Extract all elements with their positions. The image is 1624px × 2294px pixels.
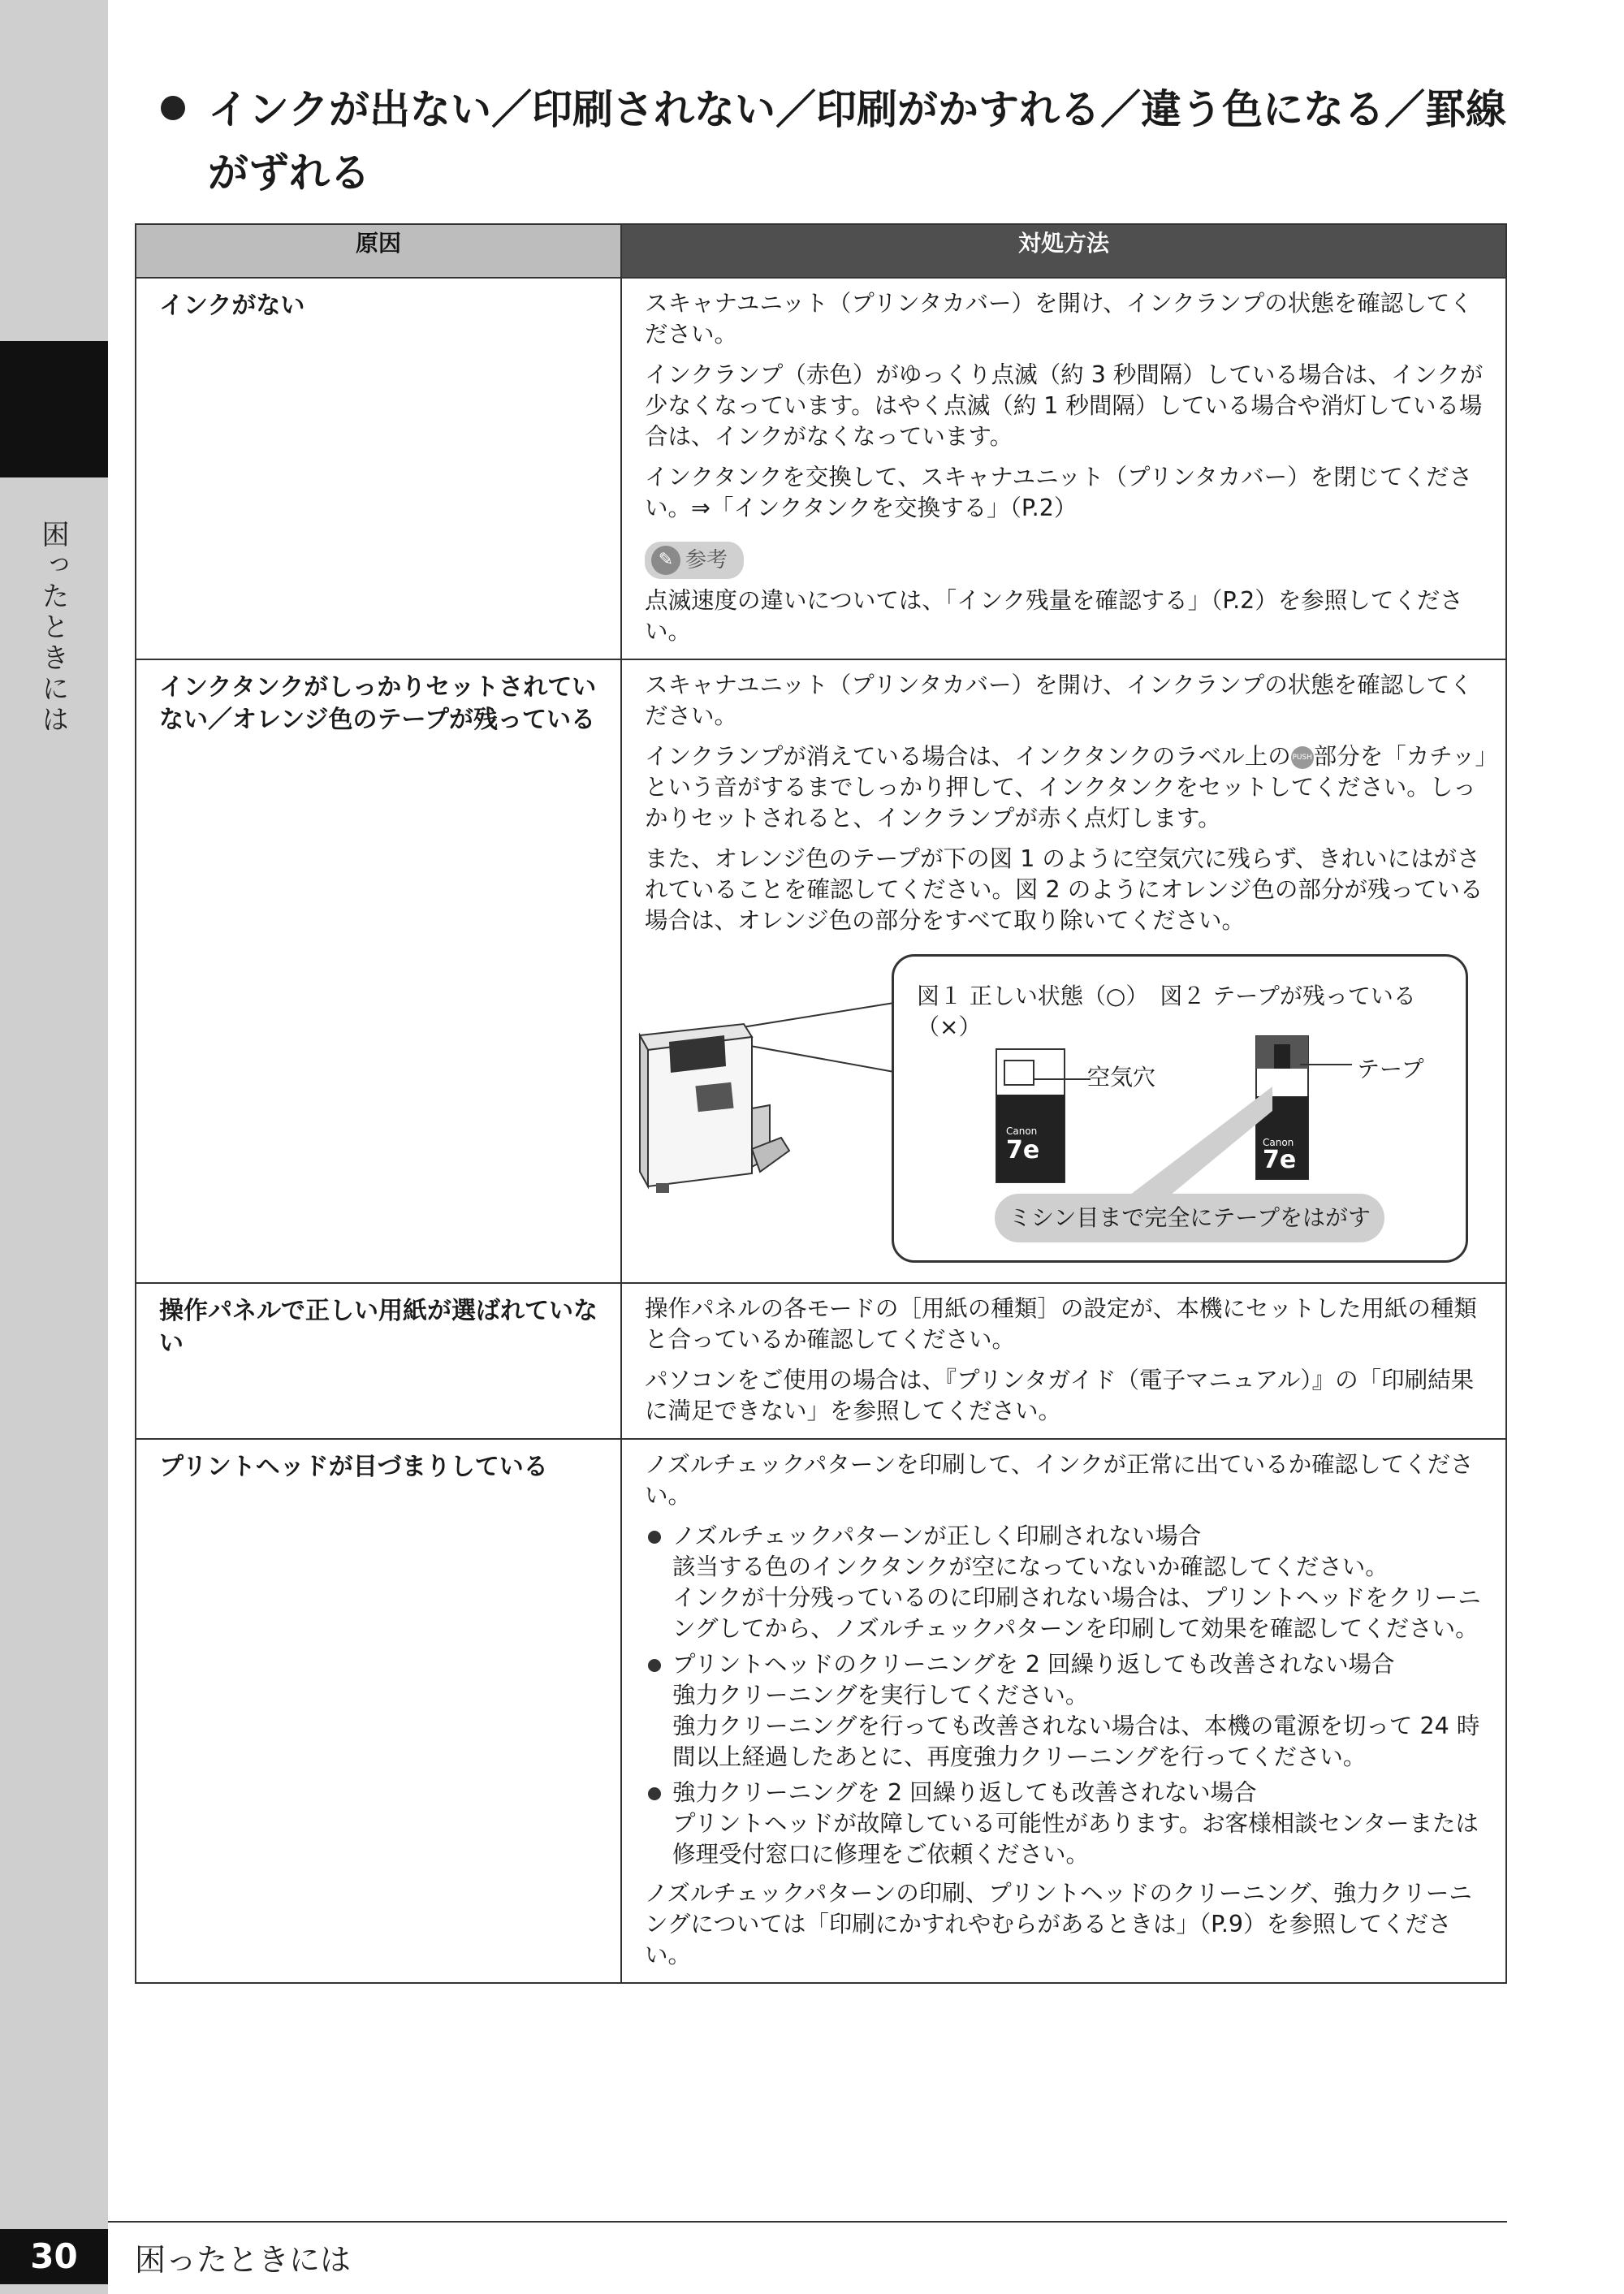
peel-instruction: ミシン目まで完全にテープをはがす xyxy=(995,1194,1384,1242)
remedy-text: 部分を「カチッ」という音がするまでしっかり押して、インクタンクをセットしてください。しっかりセットされると、インクランプが赤く点灯します。 xyxy=(645,743,1487,832)
remedy-cell xyxy=(621,278,1506,659)
remedy-paragraph: インクタンクを交換して、スキャナユニット（プリンタカバー）を閉じてください。⇒「インクタンクを交換する」（P.2） xyxy=(645,464,1473,521)
air-hole-leader-line xyxy=(1034,1075,1091,1083)
footer-title: 困ったときには xyxy=(135,2242,352,2278)
remedy-paragraph: ノズルチェックパターンを印刷して、インクが正常に出ているか確認してください。 xyxy=(645,1451,1474,1509)
figure-callout xyxy=(892,954,1468,1263)
bullet-title: ノズルチェックパターンが正しく印刷されない場合 xyxy=(672,1523,1202,1549)
remedy-paragraph: スキャナユニット（プリンタカバー）を開け、インクランプの状態を確認してください。 xyxy=(645,672,1473,729)
header-remedy: 対処方法 xyxy=(621,224,1506,278)
bullet-item xyxy=(645,1778,1488,1870)
tape-label: テープ xyxy=(1357,1056,1424,1082)
air-hole-label: 空気穴 xyxy=(1087,1064,1156,1091)
tape-leader-line xyxy=(1300,1061,1352,1069)
troubleshooting-table xyxy=(135,223,1507,1984)
bullet-text: プリントヘッドが故障している可能性があります。お客様相談センターまたは修理受付窓口に修理をご依頼ください。 xyxy=(672,1810,1479,1868)
remedy-cell xyxy=(621,1439,1506,1983)
section-title-text: インクが出ない／印刷されない／印刷がかすれる／違う色になる／罫線がずれる xyxy=(208,86,1506,197)
tank-model-label: 7e xyxy=(1263,1146,1297,1174)
remedy-paragraph: スキャナユニット（プリンタカバー）を開け、インクランプの状態を確認してください。 xyxy=(645,290,1473,348)
tank-model-label: 7e xyxy=(1006,1136,1040,1164)
cause-cell: インクタンクがしっかりセットされていない／オレンジ色のテープが残っている xyxy=(136,659,621,1283)
remedy-paragraph: 操作パネルの各モードの［用紙の種類］の設定が、本機にセットした用紙の種類と合っているか確認してください。 xyxy=(645,1295,1477,1353)
note-text: 点滅速度の違いについては、「インク残量を確認する」（P.2）を参照してください。 xyxy=(645,587,1463,645)
remedy-text: インクランプが消えている場合は、インクタンクのラベル上の xyxy=(645,743,1291,770)
pencil-icon: ✎ xyxy=(651,546,680,575)
remedy-paragraph: また、オレンジ色のテープが下の図 1 のように空気穴に残らず、きれいにはがされていることを確認してください。図 2 のようにオレンジ色の部分が残っている場合は、オレンジ色の部分をすべて取り除いてください。 xyxy=(645,845,1484,934)
note-badge xyxy=(645,542,744,579)
bullet-title: プリントヘッドのクリーニングを 2 回繰り返しても改善されない場合 xyxy=(672,1651,1395,1678)
ink-tank-illustration xyxy=(630,946,1466,1271)
remedy-paragraph xyxy=(645,741,1488,834)
figure-caption: 図１ 正しい状態（○） 図２ テープが残っている（×） xyxy=(917,983,1416,1040)
remedy-paragraph: ノズルチェックパターンの印刷、プリントヘッドのクリーニング、強力クリーニングについては「印刷にかすれやむらがあるときは」（P.9）を参照してください。 xyxy=(645,1880,1472,1968)
side-tab-marker xyxy=(0,341,108,477)
bullet-item xyxy=(645,1521,1488,1644)
remedy-cell xyxy=(621,1283,1506,1439)
note-label: 参考 xyxy=(685,548,728,572)
bullet-text: 該当する色のインクタンクが空になっていないか確認してください。 xyxy=(672,1553,1389,1580)
bullet-title: 強力クリーニングを 2 回繰り返しても改善されない場合 xyxy=(672,1779,1257,1806)
table-row xyxy=(136,1283,1506,1439)
bullet-item xyxy=(645,1649,1488,1773)
page-number: 30 xyxy=(0,2229,108,2284)
table-header-row xyxy=(136,224,1506,278)
ink-tank-drawing xyxy=(630,946,898,1271)
cause-cell: インクがない xyxy=(136,278,621,659)
remedy-cell xyxy=(621,659,1506,1283)
footer-divider xyxy=(108,2221,1507,2223)
table-row xyxy=(136,659,1506,1283)
bullet-text: 強力クリーニングを実行してください。 xyxy=(672,1682,1089,1709)
header-cause: 原因 xyxy=(136,224,621,278)
section-title xyxy=(161,78,1509,205)
push-icon: PUSH xyxy=(1291,746,1314,769)
remedy-paragraph: インクランプ（赤色）がゆっくり点滅（約 3 秒間隔）している場合は、インクが少なくなっています。はやく点滅（約 1 秒間隔）している場合や消灯している場合は、インクがなくなっています。 xyxy=(645,361,1484,450)
table-row xyxy=(136,1439,1506,1983)
tank-brand-label: Canon xyxy=(1263,1137,1294,1148)
cause-cell: プリントヘッドが目づまりしている xyxy=(136,1439,621,1983)
tank-brand-label: Canon xyxy=(1006,1125,1038,1137)
table-row xyxy=(136,278,1506,659)
cause-cell: 操作パネルで正しい用紙が選ばれていない xyxy=(136,1283,621,1439)
bullet-icon xyxy=(161,96,185,120)
remedy-paragraph: パソコンをご使用の場合は、『プリンタガイド（電子マニュアル）』の「印刷結果に満足できない」を参照してください。 xyxy=(645,1367,1475,1424)
bullet-text: 強力クリーニングを行っても改善されない場合は、本機の電源を切って 24 時間以上経過したあとに、再度強力クリーニングを行ってください。 xyxy=(672,1713,1480,1770)
bullet-text: インクが十分残っているのに印刷されない場合は、プリントヘッドをクリーニングしてから、ノズルチェックパターンを印刷して効果を確認してください。 xyxy=(672,1584,1481,1642)
side-tab-label: 困ったときには xyxy=(37,520,69,736)
